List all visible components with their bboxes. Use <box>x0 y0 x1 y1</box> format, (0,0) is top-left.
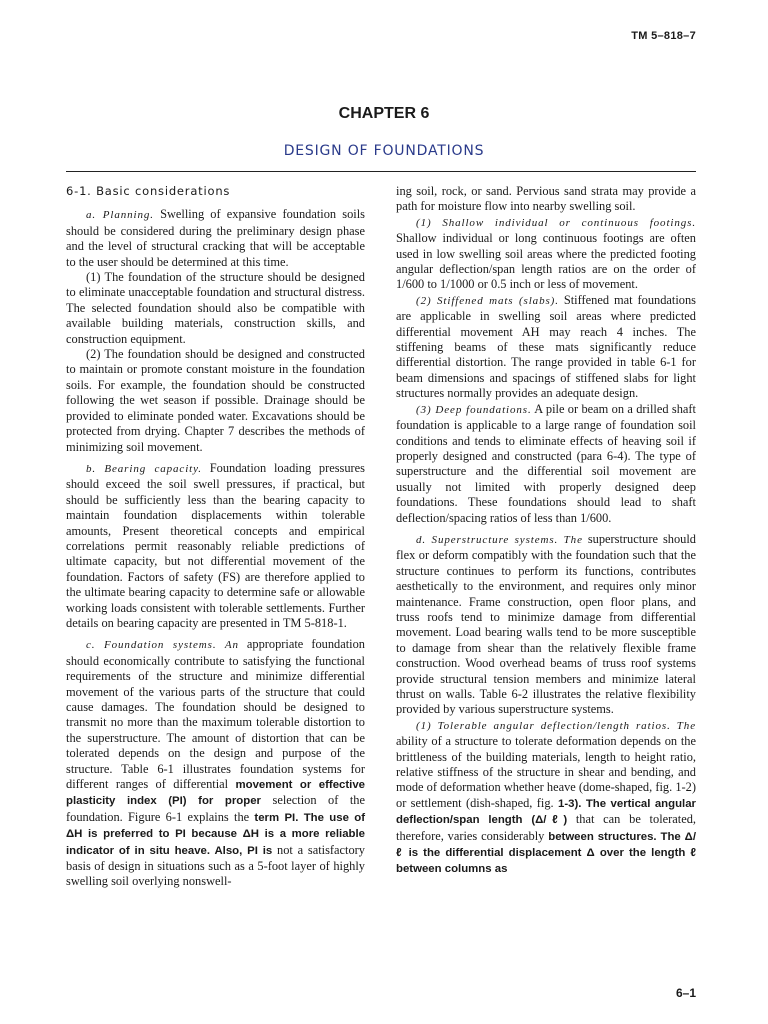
paragraph-b <box>66 461 365 631</box>
text-d1-bold2: between structures. The Δ/ℓ is the differential displacement Δ over the length ℓ between columns as <box>396 830 697 876</box>
paragraph-c2 <box>396 293 696 402</box>
text-d1: ability of a structure to tolerate deformation depends on the brittleness of the building materials, length to height ratio, relative stiffness of the structure in shear and bending, and mode of deformation whether heave (dome-shaped, fig. 1-2) or settlement (dish-shaped, fig. <box>396 734 696 810</box>
text-c3r: A pile or beam on a drilled shaft foundation is applicable to a large range of foundation soil conditions and tends to eliminate effects of heaving soil if properly designed and constructed (para 6-4). The type of superstructure and the differential soil movement are usually not limited with properly designed deep foundations. These foundations should lead to shaft deflection/spacing ratios of less than 1/600. <box>396 401 696 525</box>
paragraph-d <box>396 532 696 718</box>
paragraph-a1: (1) The foundation of the structure should be designed to eliminate unacceptable foundation and structural distress. The selected foundation should also be compatible with available building materials, construction skills, and construction equipment. <box>66 270 365 346</box>
page-number: 6–1 <box>675 986 696 1000</box>
label-c3: (3) Deep foundations. <box>416 403 532 416</box>
text-c-bold: movement or effective plasticity index (PI) for proper <box>66 779 365 808</box>
text-d1-bold: 1-3). The vertical angular deflection/span length (Δ/ℓ) <box>396 797 696 827</box>
paragraph-a2: (2) The foundation should be designed and constructed to maintain or promote constant moisture in the foundation soils. For example, the foundation should be constructed following the wet season if possible. Drainage should be provided to eliminate ponded water. Excavations should be protected from drying. Chapter 7 describes the methods of minimizing soil movement. <box>66 347 365 454</box>
label-c2: (2) Stiffened mats (slabs). <box>416 294 559 307</box>
text-c-bold2: term PI. The use of ΔH is preferred to PI because ΔH is a more reliable indicator of in situ heave. Also, PI is <box>66 811 365 857</box>
title-divider <box>66 171 696 172</box>
text-d: superstructure should flex or deform compatibly with the foundation such that the structure continues to perform its functions, contributes aesthetically to the environment, and requires only minor maintenance. Frame construction, open floor plans, and truss roofs tend to minimize damage from differential movement. Load bearing walls tend to be more susceptible to damage from shear than the relatively flexible frame construction. Wood overhead beams of truss roof systems provide structural tension members and minimize lateral thrust on walls. Table 6-2 illustrates the relative flexibility provided by various superstructure systems. <box>396 531 696 717</box>
text-b: Foundation loading pressures should exceed the soil swell pressures, if practical, but should be sufficiently less than the bearing capacity to maintain foundation displacements within tolerable amounts, Present theoretical concepts and empirical correlations permit reasonably reliable predictions of ultimate capacity, but not differential movement of the foundation. Factors of safety (FS) are therefore applied to the ultimate bearing capacity to determine safe or allowable working loads consistent with tolerable settlements. Further details on bearing capacity are presented in TM 5-818-1. <box>66 460 366 630</box>
label-c: c. Foundation systems. An <box>86 639 239 652</box>
left-column <box>66 184 365 890</box>
label-d: d. Superstructure systems. The <box>416 533 583 546</box>
text-a: Swelling of expansive foundation soils should be considered during the preliminary design phase and the level of structural cracking that will be acceptable to the user should be determined at this time. <box>66 207 365 269</box>
text-c: appropriate foundation should economically contribute to satisfying the functional requirements of the structure and minimize differential movement of the various parts of the structure that could cause damages. The foundation should be designed to transmit no more than the maximum tolerable distortion to the superstructure. The amount of distortion that can be tolerated depends on the design and purpose of the structure. Table 6-1 illustrates foundation systems for different ranges of differential <box>66 637 365 792</box>
text-c2: selection of the foundation. Figure 6-1 explains the <box>66 793 365 824</box>
text-c3: not a satisfactory basis of design in situations such as a 5-foot layer of highly swelling soil overlying nonswell- <box>66 842 365 889</box>
text-c2r: Stiffened mat foundations are applicable in swelling soil areas where predicted differential movement AH may reach 4 inches. The stiffening beams of these mats significantly reduce differential distortion. The range provided in table 6-1 for beam dimensions and spacings of stiffened slabs for light structures normally provides an adequate design. <box>396 292 697 401</box>
label-c1: (1) Shallow individual or continuous footings. <box>416 216 696 229</box>
paragraph-c3 <box>396 402 696 526</box>
paragraph-d1 <box>396 718 696 878</box>
right-column <box>396 184 696 878</box>
paragraph-c1 <box>396 215 696 293</box>
text-c1: Shallow individual or long continuous footings are often used in low swelling soil areas where the predicted footing angular deflection/span length ratios are on the order of 1/600 to 1/1000 or 0.5 inch or less of movement. <box>396 231 696 292</box>
paragraph-continued: ing soil, rock, or sand. Pervious sand strata may provide a path for moisture flow into nearby swelling soil. <box>396 184 696 214</box>
label-b: b. Bearing capacity. <box>86 462 202 475</box>
paragraph-a <box>66 207 365 270</box>
label-a: a. Planning. <box>86 209 154 222</box>
label-d1: (1) Tolerable angular deflection/length ratios. The <box>416 719 696 732</box>
section-heading: 6-1. Basic considerations <box>66 184 231 198</box>
chapter-title: DESIGN OF FOUNDATIONS <box>283 143 485 159</box>
document-id: TM 5–818–7 <box>631 30 696 42</box>
text-d1b: that can be tolerated, therefore, varies considerably <box>396 812 696 843</box>
chapter-number: CHAPTER 6 <box>338 105 430 122</box>
paragraph-c <box>66 637 365 890</box>
